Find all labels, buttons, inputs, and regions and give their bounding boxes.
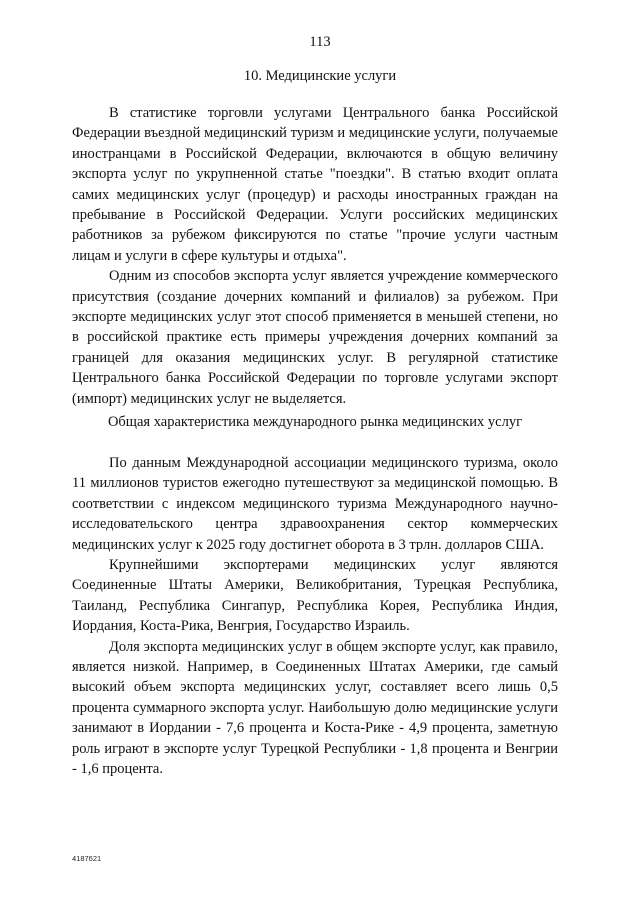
paragraph: Крупнейшими экспортерами медицинских услуг являются Соединенные Штаты Америки, Великобритания, Турецкая Республика, Таиланд, Республика Сингапур, Республика Корея, Республика Индия, Иордания, Коста-Рика, Венгрия, Государство Израиль. — [72, 557, 558, 635]
document-id: 4187621 — [72, 854, 102, 863]
subsection-title: Общая характеристика международного рынка медицинских услуг — [107, 414, 523, 430]
page-number: 113 — [309, 34, 331, 50]
paragraph: В статистике торговли услугами Центрального банка Российской Федерации въездной медицинский туризм и медицинские услуги, получаемые иностранцами в Российской Федерации, включаются в общую величину экспорта услуг по укрупненной статье "поездки". В статью входит оплата самих медицинских услуг (процедур) и расходы иностранных граждан на пребывание в Российской Федерации. Услуги российских медицинских работников за рубежом фиксируются по статье "прочие услуги частным лицам и услуги в сфере культуры и отдыха". — [72, 105, 558, 264]
subsection-body — [72, 453, 558, 780]
paragraph: Доля экспорта медицинских услуг в общем экспорте услуг, как правило, является низкой. Например, в Соединенных Штатах Америки, где самый высокий объем экспорта медицинских услуг, составляет всего лишь 0,5 процента суммарного экспорта услуг. Наибольшую долю медицинские услуги занимают в Иордании - 7,6 процента и Коста-Рике - 4,9 процента, заметную роль играют в экспорте услуг Турецкой Республики - 1,8 процента и Венгрии - 1,6 процента. — [72, 638, 558, 778]
section-body — [72, 103, 558, 409]
section-title: 10. Медицинские услуги — [243, 68, 397, 84]
paragraph: Одним из способов экспорта услуг является учреждение коммерческого присутствия (создание дочерних компаний и филиалов) за рубежом. При экспорте медицинских услуг этот способ применяется в меньшей степени, но в российской практике есть примеры учреждения дочерних компаний за границей для оказания медицинских услуг. В регулярной статистике Центрального банка Российской Федерации по торговле услугами экспорт (импорт) медицинских услуг не выделяется. — [72, 268, 558, 407]
paragraph: По данным Международной ассоциации медицинского туризма, около 11 миллионов туристов ежегодно путешествуют за медицинской помощью. В соответствии с индексом медицинского туризма Международного научно-исследовательского центра здравоохранения сектор коммерческих медицинских услуг к 2025 году достигнет оборота в 3 трлн. долларов США. — [72, 455, 558, 553]
